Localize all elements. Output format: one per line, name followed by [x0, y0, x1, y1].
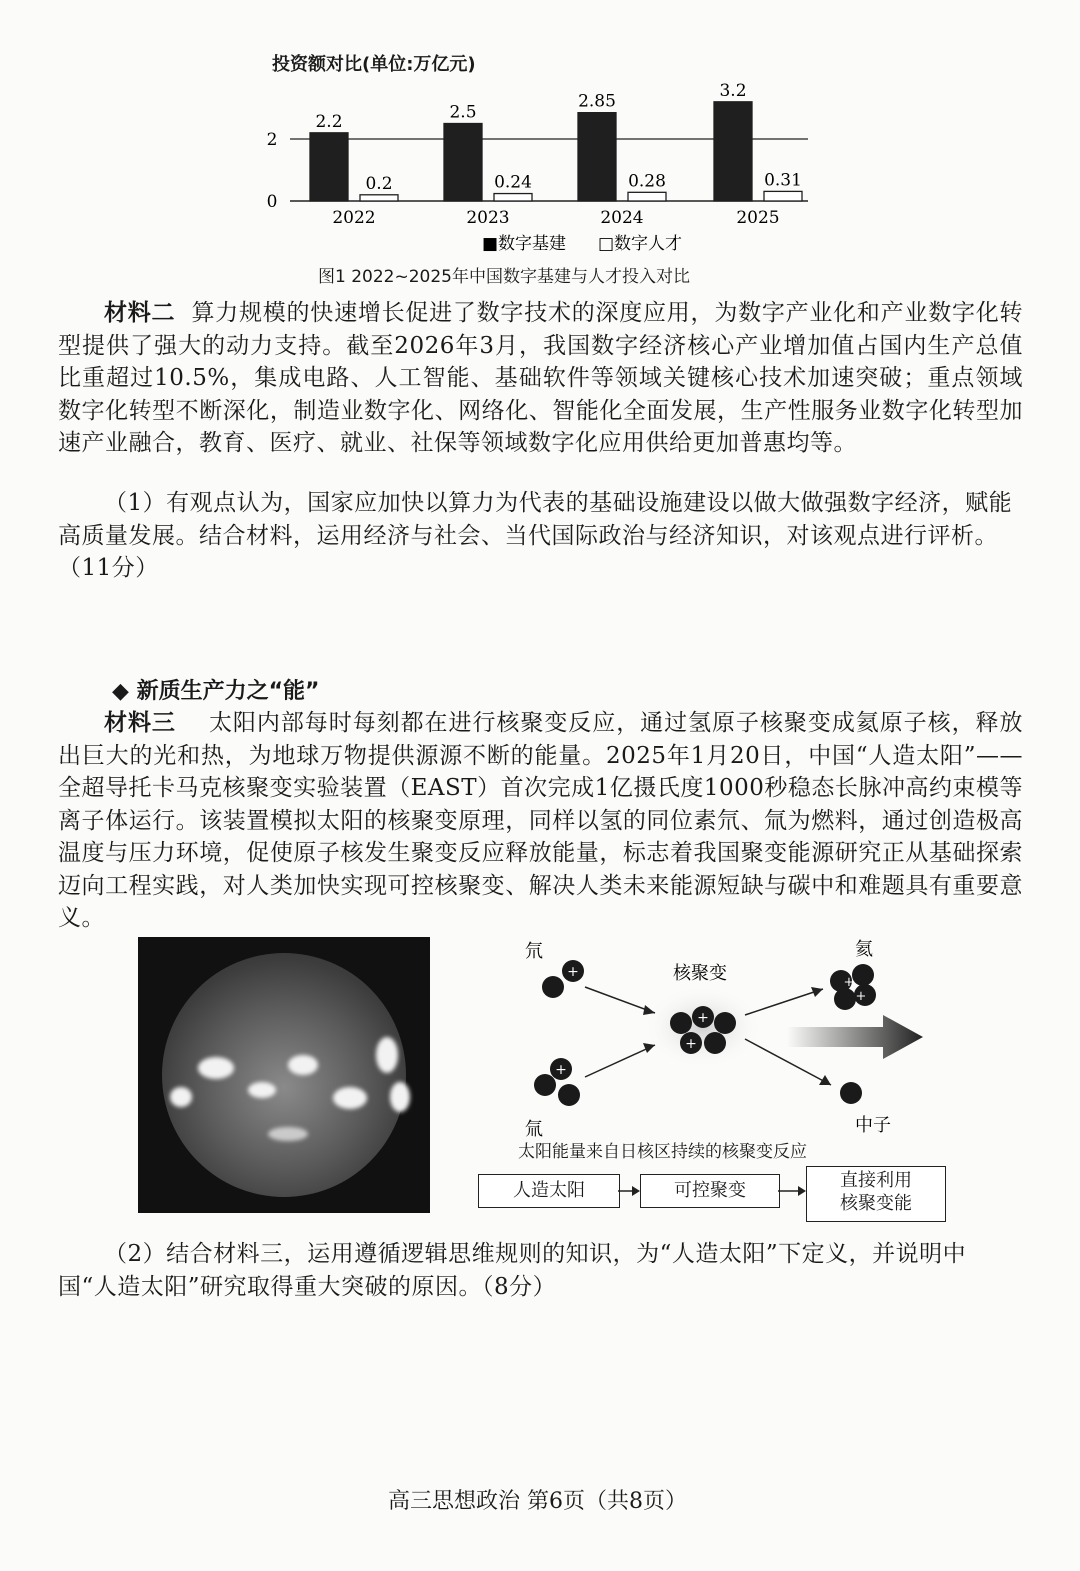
- section-heading: [112, 674, 320, 705]
- bar-chart: [260, 75, 820, 260]
- bar-value-label: 2.85: [578, 91, 616, 112]
- y-tick-label-2: 2: [266, 130, 278, 150]
- material-2-paragraph: [58, 297, 1023, 460]
- bar-value-label: 0.24: [494, 172, 532, 193]
- sun-flare: [288, 1055, 318, 1075]
- proton-plus-icon: +: [567, 964, 579, 980]
- material-3-paragraph: [58, 707, 1023, 935]
- proton-plus-icon: +: [843, 975, 855, 990]
- bar-value-label: 3.2: [719, 80, 747, 101]
- bar-value-label: 2.5: [449, 102, 477, 123]
- bar-value-label: 0.2: [365, 173, 393, 194]
- diamond-bullet-icon: ◆: [112, 679, 129, 704]
- bar-digital-infra-2023: [444, 124, 482, 202]
- x-tick-label: 2025: [736, 208, 780, 228]
- sun-disc: [162, 953, 406, 1197]
- figure-caption: 图1 2022~2025年中国数字基建与人才投入对比: [318, 267, 690, 287]
- bar-digital-talent-2025: [764, 191, 802, 201]
- material-2-text: 算力规模的快速增长促进了数字技术的深度应用，为数字产业化和产业数字化转型提供了强大的动力支持。截至2026年3月，我国数字经济核心产业增加值占国内生产总值比重超过10.5%，集成电路、人工智能、基础软件等领域关键核心技术加速突破；重点领域数字化转型不断深化，制造业数字化、网络化、智能化全面发展，生产性服务业数字化转型加速产业融合，教育、医疗、就业、社保等领域数字化应用供给更加普惠均等。: [58, 300, 1024, 456]
- flow-box-controlled-fusion: 可控聚变: [640, 1174, 780, 1208]
- bar-digital-infra-2024: [578, 113, 616, 201]
- y-tick-label-0: 0: [266, 192, 278, 212]
- chart-title: 投资额对比(单位:万亿元): [272, 54, 476, 75]
- material-2-lead: 材料二: [104, 300, 176, 326]
- proton-plus-icon: +: [555, 1062, 567, 1078]
- sun-flare: [390, 1082, 410, 1112]
- x-tick-label: 2022: [332, 208, 376, 228]
- section-heading-text: 新质生产力之“能”: [136, 679, 320, 704]
- bar-digital-infra-2022: [310, 133, 348, 201]
- bar-value-label: 0.31: [764, 170, 802, 191]
- helium-nucleus: [830, 964, 876, 1010]
- flow-box-line-2: 核聚变能: [840, 1193, 912, 1214]
- question-1: （1）有观点认为，国家应加快以算力为代表的基础设施建设以做大做强数字经济，赋能高质量发展。结合材料，运用经济与社会、当代国际政治与经济知识，对该观点进行评析。（11分）: [58, 490, 1013, 581]
- arrow-right-icon: [632, 1186, 640, 1196]
- label-fusion: 核聚变: [673, 963, 727, 984]
- material-3-lead: 材料三: [104, 710, 176, 736]
- sun-flare: [268, 1127, 308, 1141]
- flow-box-artificial-sun: 人造太阳: [478, 1174, 620, 1208]
- bar-digital-infra-2025: [714, 102, 752, 201]
- label-neutron: 中子: [855, 1115, 891, 1136]
- chart-legend: [482, 234, 682, 254]
- sun-flare: [170, 1087, 192, 1107]
- deuterium-nucleus: [542, 960, 584, 998]
- legend-entry-digital-talent: □数字人才: [598, 234, 683, 254]
- sun-flare: [376, 1037, 398, 1073]
- x-tick-label: 2024: [600, 208, 644, 228]
- flow-box-line-1: 直接利用: [840, 1170, 912, 1191]
- sun-flare: [198, 1057, 234, 1079]
- label-helium: 氦: [855, 939, 873, 960]
- neutron-particle: [840, 1082, 862, 1104]
- proton-plus-icon: +: [697, 1010, 709, 1026]
- sun-flare: [248, 1082, 276, 1098]
- bar-value-label: 0.28: [628, 171, 666, 192]
- bar-digital-talent-2022: [360, 195, 398, 201]
- bar-digital-talent-2024: [628, 192, 666, 201]
- bar-digital-talent-2023: [494, 194, 532, 201]
- x-tick-label: 2023: [466, 208, 510, 228]
- label-deuterium: 氘: [525, 941, 543, 962]
- energy-arrow-icon: [787, 1015, 923, 1059]
- flow-box-direct-use: [806, 1166, 946, 1222]
- label-tritium: 氚: [525, 1119, 543, 1140]
- sun-flare: [333, 1087, 367, 1109]
- bar-value-label: 2.2: [315, 111, 343, 132]
- proton-plus-icon: +: [685, 1036, 697, 1052]
- legend-entry-digital-infra: ■数字基建: [482, 234, 567, 254]
- arrow-right-icon: [798, 1186, 806, 1196]
- page-footer: 高三思想政治 第6页（共8页）: [388, 1489, 687, 1514]
- flow-arrows: [618, 1180, 808, 1202]
- tritium-nucleus: [534, 1058, 580, 1106]
- sun-photo: [138, 937, 430, 1213]
- proton-plus-icon: +: [855, 989, 867, 1004]
- fusion-diagram: [505, 935, 945, 1160]
- question-2: （2）结合材料三，运用遵循逻辑思维规则的知识，为“人造太阳”下定义，并说明中国“人造太阳”研究取得重大突破的原因。（8分）: [58, 1241, 967, 1300]
- material-3-text: 太阳内部每时每刻都在进行核聚变反应，通过氢原子核聚变成氦原子核，释放出巨大的光和热，为地球万物提供源源不断的能量。2025年1月20日，中国“人造太阳”——全超导托卡马克核聚变实验装置（EAST）首次完成1亿摄氏度1000秒稳态长脉冲高约束模等离子体运行。该装置模拟太阳的核聚变原理，同样以氢的同位素氘、氚为燃料，通过创造极高温度与压力环境，促使原子核发生聚变反应释放能量，标志着我国聚变能源研究正从基础探索迈向工程实践，对人类加快实现可控核聚变、解决人类未来能源短缺与碳中和难题具有重要意义。: [58, 710, 1024, 931]
- fusion-diagram-caption: 太阳能量来自日核区持续的核聚变反应: [518, 1142, 807, 1162]
